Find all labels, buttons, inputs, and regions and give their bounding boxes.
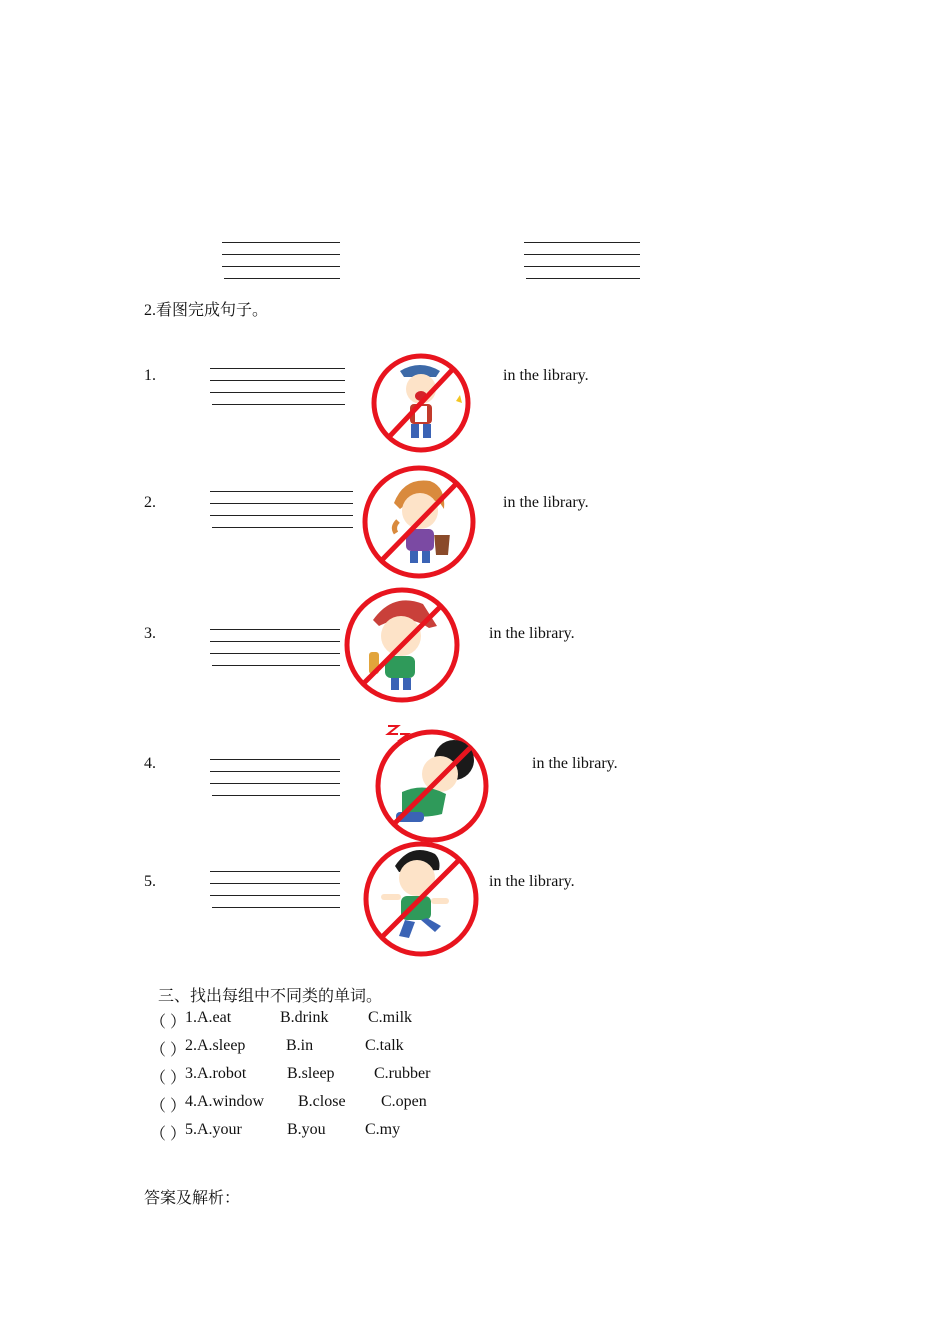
option-a: 1.A.eat: [185, 1009, 232, 1026]
answer-bracket[interactable]: （ ）: [150, 1042, 187, 1059]
option-a: 4.A.window: [185, 1093, 265, 1110]
question-row-4: [150, 1093, 550, 1115]
item-3-number: 3.: [144, 625, 156, 642]
question-row-3: [150, 1065, 550, 1087]
question-row-2: [150, 1037, 550, 1059]
running-boy-no-icon: [355, 840, 487, 958]
item-2-writing-lines[interactable]: [210, 491, 353, 531]
option-b: B.drink: [280, 1009, 329, 1026]
option-c: C.rubber: [374, 1065, 431, 1082]
item-5-number: 5.: [144, 873, 156, 890]
item-5-writing-lines[interactable]: [210, 871, 340, 911]
item-1-suffix: in the library.: [503, 367, 589, 384]
item-1-number: 1.: [144, 367, 156, 384]
option-c: C.open: [381, 1093, 427, 1110]
answer-bracket[interactable]: （ ）: [150, 1070, 187, 1087]
option-b: B.in: [286, 1037, 314, 1054]
section3-title: 三、找出每组中不同类的单词。: [158, 988, 383, 1005]
item-3-suffix: in the library.: [489, 625, 575, 642]
question-row-5: [150, 1121, 550, 1143]
option-c: C.milk: [368, 1009, 413, 1026]
writing-lines-top-right[interactable]: [524, 242, 640, 282]
option-b: B.sleep: [287, 1065, 335, 1082]
option-c: C.my: [365, 1121, 401, 1138]
answers-heading: 答案及解析：: [144, 1190, 241, 1207]
option-a: 2.A.sleep: [185, 1037, 246, 1054]
item-1-writing-lines[interactable]: [210, 368, 345, 408]
item-4-writing-lines[interactable]: [210, 759, 340, 799]
item-3-writing-lines[interactable]: [210, 629, 340, 669]
answer-bracket[interactable]: （ ）: [150, 1098, 187, 1115]
option-b: B.close: [298, 1093, 346, 1110]
item-4-suffix: in the library.: [532, 755, 618, 772]
answer-bracket[interactable]: （ ）: [150, 1126, 187, 1143]
sleeping-boy-no-icon: [368, 720, 502, 844]
item-2-number: 2.: [144, 494, 156, 511]
drinking-girl-no-icon: [360, 463, 478, 581]
option-a: 5.A.your: [185, 1121, 242, 1138]
question-row-1: [150, 1009, 550, 1031]
item-2-suffix: in the library.: [503, 494, 589, 511]
option-a: 3.A.robot: [185, 1065, 247, 1082]
eating-boy-no-icon: [341, 586, 463, 704]
option-b: B.you: [287, 1121, 326, 1138]
answer-bracket[interactable]: （ ）: [150, 1014, 187, 1031]
writing-lines-top-left[interactable]: [222, 242, 340, 282]
section2-title: 2.看图完成句子。: [144, 302, 269, 319]
item-4-number: 4.: [144, 755, 156, 772]
option-c: C.talk: [365, 1037, 404, 1054]
shouting-boy-no-icon: [370, 351, 472, 455]
item-5-suffix: in the library.: [489, 873, 575, 890]
